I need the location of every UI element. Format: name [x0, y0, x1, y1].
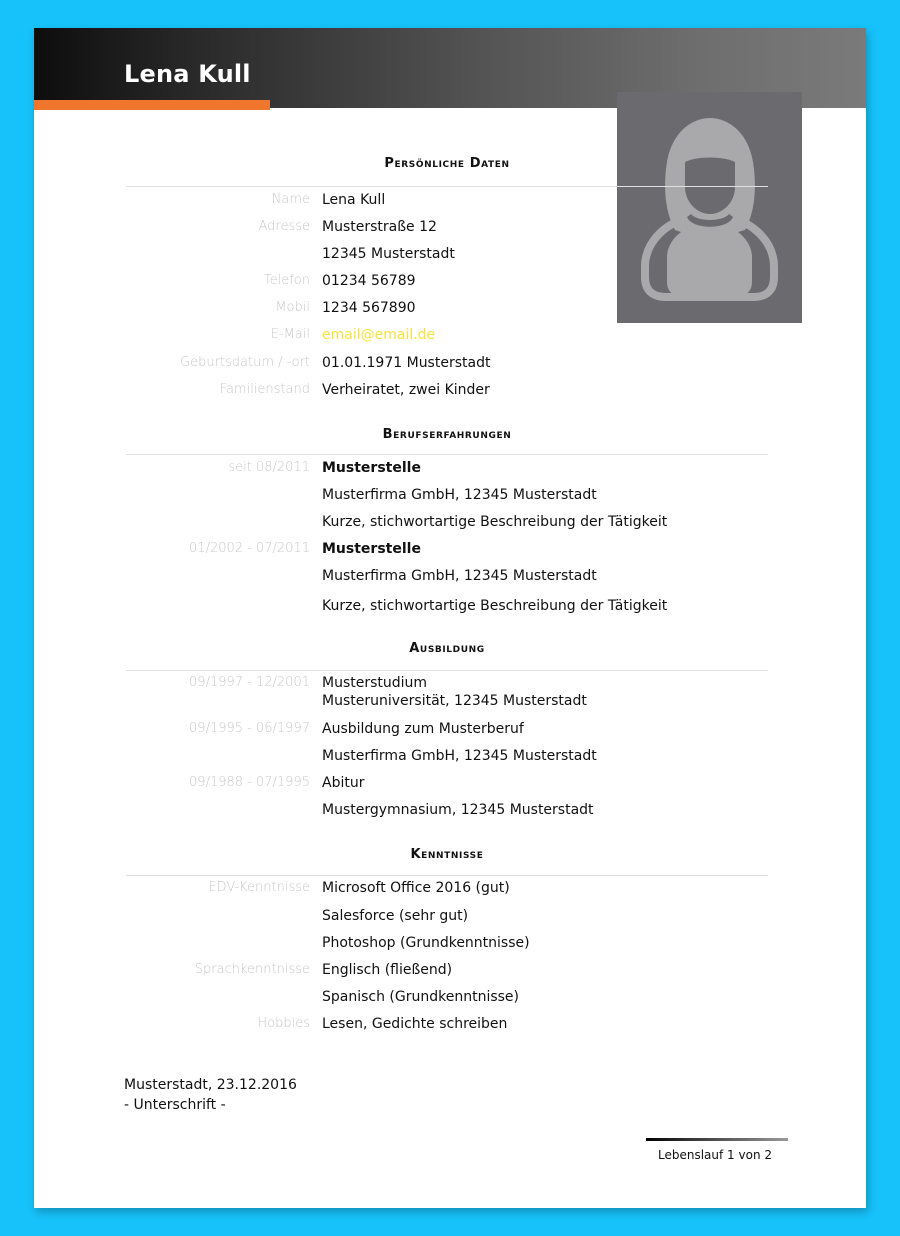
- row-value: 01234 56789: [322, 273, 416, 289]
- cv-page: [34, 28, 866, 1208]
- section-divider: [126, 670, 768, 671]
- row-value: Englisch (fließend): [322, 962, 453, 978]
- row-value: 01.01.1971 Musterstadt: [322, 355, 491, 371]
- row-value: Musterstelle: [322, 541, 421, 557]
- row-value: Lena Kull: [322, 192, 386, 208]
- education-row: [34, 802, 866, 820]
- accent-bar: [34, 100, 270, 110]
- row-value: Mustergymnasium, 12345 Musterstadt: [322, 802, 594, 818]
- row-value: Musterfirma GmbH, 12345 Musterstadt: [322, 568, 597, 584]
- row-value: Musterfirma GmbH, 12345 Musterstadt: [322, 748, 597, 764]
- row-label: Familienstand: [219, 382, 310, 397]
- education-row: [34, 748, 866, 766]
- row-value: Musterstudium: [322, 675, 428, 691]
- personal-row-city: [34, 246, 866, 264]
- experience-row: [34, 487, 866, 505]
- row-value: Spanisch (Grundkenntnisse): [322, 989, 520, 1005]
- section-title-education: Ausbildung: [409, 641, 485, 656]
- skills-row: [34, 1016, 866, 1034]
- row-label: Geburtsdatum / -ort: [180, 355, 310, 370]
- footer-rule: [646, 1138, 788, 1141]
- experience-row: [34, 541, 866, 559]
- row-label: Name: [271, 192, 310, 207]
- place-date: Musterstadt, 23.12.2016: [124, 1077, 297, 1093]
- header-name: Lena Kull: [124, 60, 251, 88]
- section-title-personal: Persönliche Daten: [384, 156, 510, 171]
- skills-row: [34, 880, 866, 898]
- row-value: Salesforce (sehr gut): [322, 908, 469, 924]
- row-label: 09/1988 - 07/1995: [189, 775, 310, 790]
- page-number: Lebenslauf 1 von 2: [658, 1148, 772, 1162]
- row-value: Musterstraße 12: [322, 219, 437, 235]
- row-label: seit 08/2011: [228, 460, 310, 475]
- section-title-skills: Kenntnisse: [410, 847, 484, 862]
- section-divider: [126, 875, 768, 876]
- personal-row-birth: [34, 355, 866, 373]
- experience-row: [34, 598, 866, 616]
- row-value: 1234 567890: [322, 300, 416, 316]
- row-label: 09/1995 - 06/1997: [189, 721, 310, 736]
- row-value: Verheiratet, zwei Kinder: [322, 382, 490, 398]
- experience-row: [34, 514, 866, 532]
- row-value: Musterfirma GmbH, 12345 Musterstadt: [322, 487, 597, 503]
- personal-row-phone: [34, 273, 866, 291]
- experience-row: [34, 460, 866, 478]
- education-row: [34, 721, 866, 739]
- row-label: EDV-Kenntnisse: [208, 880, 310, 895]
- experience-row: [34, 568, 866, 586]
- skills-row: [34, 908, 866, 926]
- row-label: Hobbies: [257, 1016, 310, 1031]
- row-value: Microsoft Office 2016 (gut): [322, 880, 510, 896]
- section-divider: [126, 186, 768, 187]
- skills-row: [34, 935, 866, 953]
- row-value: Photoshop (Grundkenntnisse): [322, 935, 530, 951]
- personal-row-address: [34, 219, 866, 237]
- row-value: Kurze, stichwortartige Beschreibung der Tätigkeit: [322, 514, 668, 530]
- row-label: 09/1997 - 12/2001: [189, 675, 310, 690]
- education-row: [34, 775, 866, 793]
- personal-row-name: [34, 192, 866, 210]
- personal-row-mobile: [34, 300, 866, 318]
- row-label: 01/2002 - 07/2011: [189, 541, 310, 556]
- section-divider: [126, 454, 768, 455]
- skills-row: [34, 962, 866, 980]
- row-value: Abitur: [322, 775, 365, 791]
- row-label: Telefon: [263, 273, 310, 288]
- row-label: Adresse: [258, 219, 310, 234]
- row-value: 12345 Musterstadt: [322, 246, 455, 262]
- skills-row: [34, 989, 866, 1007]
- row-value: Lesen, Gedichte schreiben: [322, 1016, 508, 1032]
- row-value: Ausbildung zum Musterberuf: [322, 721, 524, 737]
- row-value: Musterstelle: [322, 460, 421, 476]
- personal-row-email: [34, 327, 866, 345]
- signature-placeholder: - Unterschrift -: [124, 1097, 226, 1113]
- education-row: [34, 675, 866, 711]
- row-label: Sprachkenntnisse: [194, 962, 310, 977]
- row-label: Mobil: [275, 300, 310, 315]
- section-title-experience: Berufserfahrungen: [382, 427, 512, 442]
- row-label: E-Mail: [270, 327, 310, 342]
- row-value-secondary: Musteruniversität, 12345 Musterstadt: [322, 693, 587, 709]
- email-link[interactable]: email@email.de: [322, 327, 436, 343]
- row-value: Kurze, stichwortartige Beschreibung der Tätigkeit: [322, 598, 668, 614]
- personal-row-marital: [34, 382, 866, 400]
